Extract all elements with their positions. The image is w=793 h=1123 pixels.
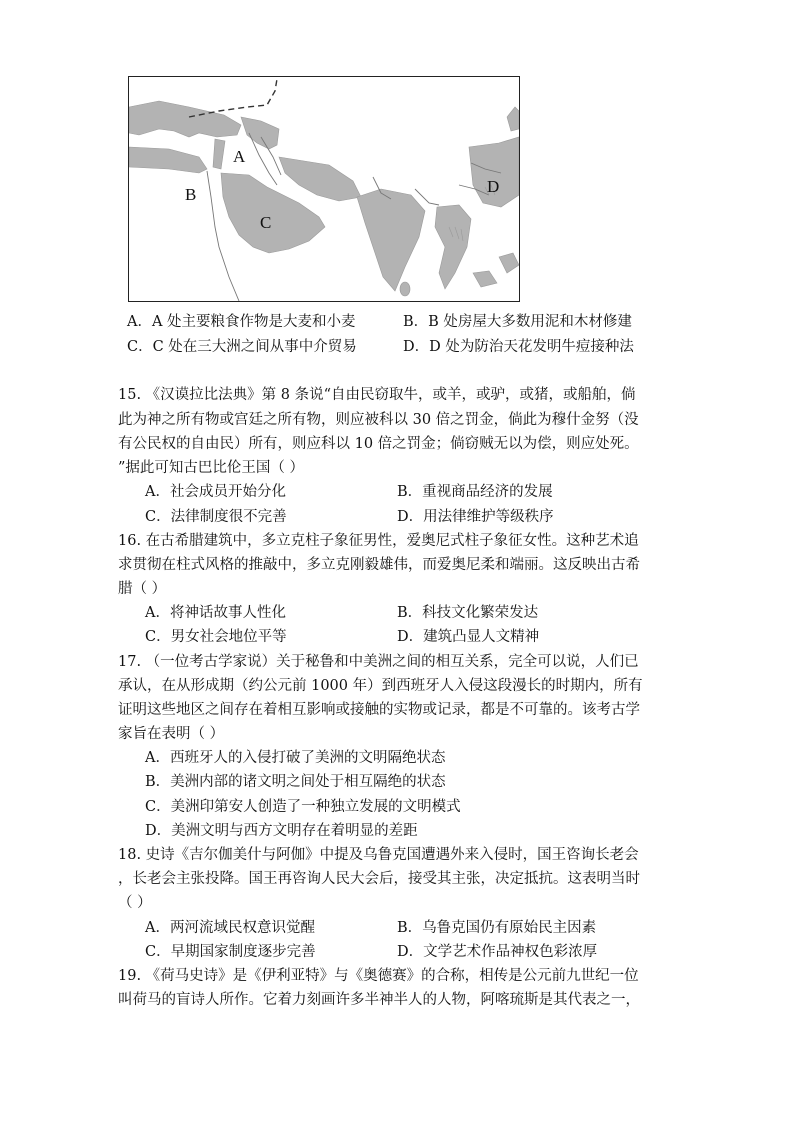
map-label-a: A (233, 147, 246, 166)
q15-stem-line: ”据此可知古巴比伦王国（ ） (118, 460, 305, 476)
q16-option-b: B．科技文化繁荣发达 (397, 605, 539, 621)
q17-option-c: C．美洲印第安人创造了一种独立发展的文明模式 (145, 799, 461, 815)
q17-stem-line: 承认，在从形成期（约公元前 1000 年）到西班牙人入侵这段漫长的时期内，所有 (118, 678, 643, 694)
q14-option-d: D．D 处为防治天花发明牛痘接种法 (403, 339, 634, 355)
q14-option-a: A．A 处主要粮食作物是大麦和小麦 (127, 314, 356, 330)
q18-stem-line: 18. 史诗《吉尔伽美什与阿伽》中提及乌鲁克国遭遇外来入侵时，国王咨询长老会 (118, 847, 639, 863)
map-figure (128, 76, 520, 302)
q15-option-b: B．重视商品经济的发展 (397, 484, 553, 500)
map-label-d: D (487, 177, 500, 196)
q18-stem-line: ，长老会主张投降。国王再咨询人民大会后，接受其主张，决定抵抗。这表明当时 (118, 871, 640, 887)
q17-stem-line: 证明这些地区之间存在着相互影响或接触的实物或记录，都是不可靠的。该考古学 (118, 702, 640, 718)
q17-option-b: B．美洲内部的诸文明之间处于相互隔绝的状态 (145, 774, 446, 790)
q18-option-a: A．两河流域民权意识觉醒 (145, 920, 315, 936)
q14-option-b: B．B 处房屋大多数用泥和木材修建 (403, 314, 632, 330)
q16-option-d: D．建筑凸显人文精神 (397, 629, 540, 645)
q15-stem-line: 15. 《汉谟拉比法典》第 8 条说“自由民窃取牛，或羊，或驴，或猪，或船舶，倘 (118, 387, 636, 403)
q15-option-a: A．社会成员开始分化 (145, 484, 286, 500)
q17-option-a: A．西班牙人的入侵打破了美洲的文明隔绝状态 (145, 750, 446, 766)
q15-stem-line: 有公民权的自由民）所有，则应科以 10 倍之罚金；倘窃贼无以为偿，则应处死。 (118, 436, 639, 452)
q17-stem-line: 家旨在表明（ ） (118, 726, 225, 742)
map-label-c: C (260, 213, 272, 232)
q18-option-b: B．乌鲁克国仍有原始民主因素 (397, 920, 597, 936)
q16-option-a: A．将神话故事人性化 (145, 605, 286, 621)
q15-option-d: D．用法律维护等级秩序 (397, 509, 554, 525)
q14-option-c: C．C 处在三大洲之间从事中介贸易 (127, 339, 357, 355)
q18-option-c: C．早期国家制度逐步完善 (145, 944, 316, 960)
q15-stem-line: 此为神之所有物或宫廷之所有物，则应被科以 30 倍之罚金，倘此为穆什金努（没 (118, 412, 639, 428)
q19-stem-line: 叫荷马的盲诗人所作。它着力刻画许多半神半人的人物，阿喀琉斯是其代表之一， (118, 992, 640, 1008)
q18-stem-line: （ ） (118, 895, 152, 911)
q15-option-c: C．法律制度很不完善 (145, 509, 287, 525)
q16-stem-line: 求贯彻在柱式风格的推敲中，多立克刚毅雄伟，而爱奥尼柔和端丽。这反映出古希 (118, 557, 640, 573)
q16-stem-line: 16. 在古希腊建筑中，多立克柱子象征男性，爱奥尼式柱子象征女性。这种艺术追 (118, 533, 639, 549)
q18-option-d: D．文学艺术作品神权色彩浓厚 (397, 944, 598, 960)
q17-option-d: D．美洲文明与西方文明存在着明显的差距 (145, 823, 418, 839)
q16-stem-line: 腊（ ） (118, 581, 167, 597)
q17-stem-line: 17. （一位考古学家说）关于秘鲁和中美洲之间的相互关系，完全可以说，人们已 (118, 654, 639, 670)
map-label-b: B (185, 185, 197, 204)
q16-option-c: C．男女社会地位平等 (145, 629, 287, 645)
q19-stem-line: 19. 《荷马史诗》是《伊利亚特》与《奥德赛》的合称，相传是公元前九世纪一位 (118, 968, 639, 984)
